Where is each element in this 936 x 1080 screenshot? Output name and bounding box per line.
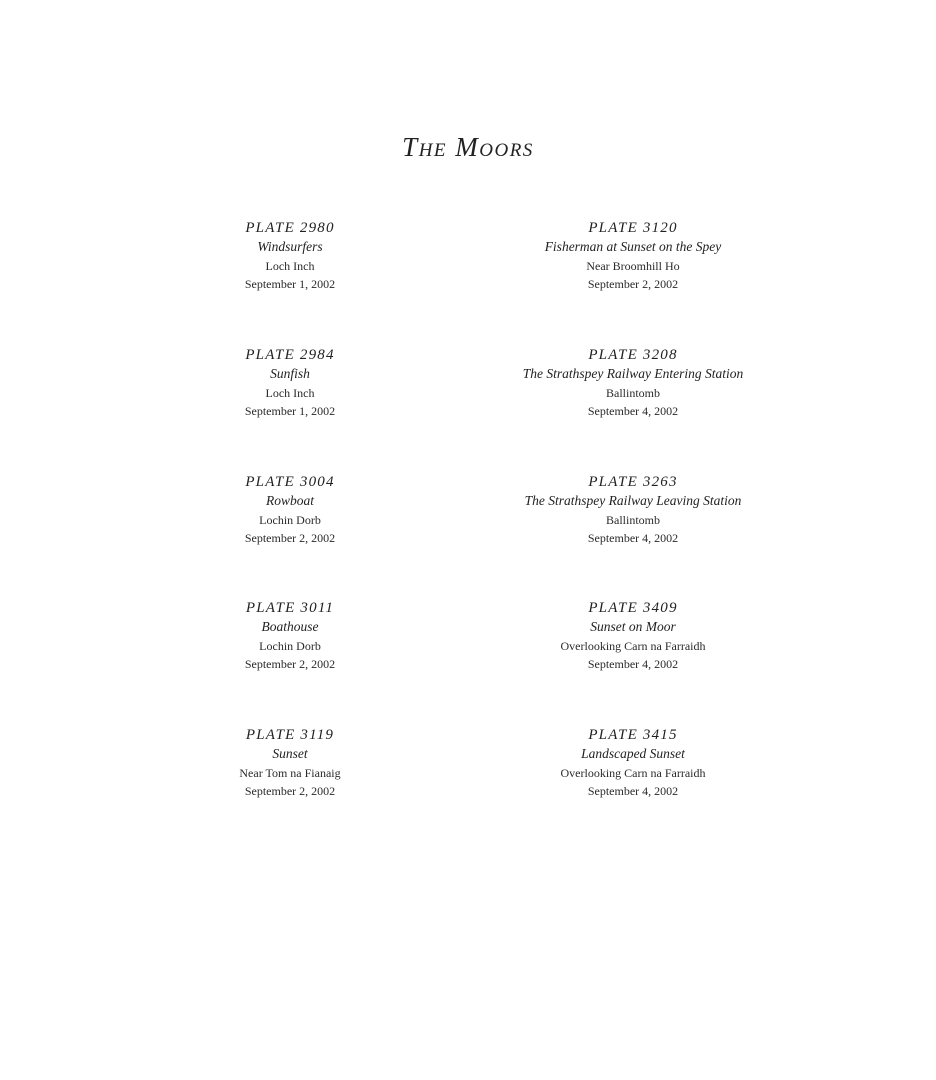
- plate-location: Loch Inch: [265, 386, 315, 400]
- plate-date: September 4, 2002: [587, 657, 679, 671]
- plate-date: September 2, 2002: [244, 531, 336, 545]
- plate-entry: [190, 219, 390, 293]
- plate-date: September 1, 2002: [244, 277, 336, 291]
- plate-date: September 4, 2002: [587, 531, 679, 545]
- plate-number: PLATE 3415: [588, 727, 678, 743]
- plate-title: Sunset: [272, 746, 308, 761]
- plate-title: Boathouse: [261, 619, 319, 634]
- plate-entry: [482, 219, 784, 293]
- plate-title: The Strathspey Railway Leaving Station: [524, 493, 742, 508]
- plate-entry: [482, 599, 784, 673]
- plate-date: September 2, 2002: [244, 784, 336, 798]
- plates-grid: [0, 219, 936, 839]
- plate-number: PLATE 3011: [245, 600, 335, 616]
- plate-date: September 4, 2002: [587, 784, 679, 798]
- page-title: The Moors: [402, 132, 534, 162]
- plate-number: PLATE 2980: [245, 220, 335, 236]
- plate-number: PLATE 3120: [588, 220, 678, 236]
- plate-location: Near Tom na Fianaig: [239, 766, 341, 780]
- plate-title: Fisherman at Sunset on the Spey: [544, 239, 722, 254]
- plate-entry: [190, 473, 390, 547]
- plate-date: September 4, 2002: [587, 404, 679, 418]
- plate-location: Overlooking Carn na Farraidh: [560, 766, 706, 780]
- plate-location: Overlooking Carn na Farraidh: [560, 639, 706, 653]
- plate-number: PLATE 3004: [245, 474, 335, 490]
- plate-entry: [190, 346, 390, 420]
- plate-location: Loch Inch: [265, 259, 315, 273]
- plate-number: PLATE 3208: [588, 347, 678, 363]
- plate-location: Lochin Dorb: [259, 639, 321, 653]
- plate-date: September 2, 2002: [244, 657, 336, 671]
- plate-location: Near Broomhill Ho: [586, 259, 680, 273]
- plate-entry: [190, 726, 390, 800]
- plate-entry: [482, 473, 784, 547]
- plate-entry: [190, 599, 390, 673]
- plate-date: September 2, 2002: [587, 277, 679, 291]
- plate-location: Lochin Dorb: [259, 513, 321, 527]
- plate-title: Windsurfers: [257, 239, 323, 254]
- plate-title: Rowboat: [265, 493, 314, 508]
- plate-location: Ballintomb: [606, 386, 660, 400]
- plate-date: September 1, 2002: [244, 404, 336, 418]
- plate-location: Ballintomb: [606, 513, 660, 527]
- plate-entry: [482, 726, 784, 800]
- plate-title: Landscaped Sunset: [581, 746, 685, 761]
- plate-title: The Strathspey Railway Entering Station: [522, 366, 744, 381]
- plate-title: Sunfish: [270, 366, 310, 381]
- plate-number: PLATE 2984: [245, 347, 335, 363]
- plate-number: PLATE 3119: [245, 727, 335, 743]
- plate-number: PLATE 3263: [588, 474, 678, 490]
- plate-entry: [482, 346, 784, 420]
- plate-title: Sunset on Moor: [590, 619, 676, 634]
- plate-number: PLATE 3409: [588, 600, 678, 616]
